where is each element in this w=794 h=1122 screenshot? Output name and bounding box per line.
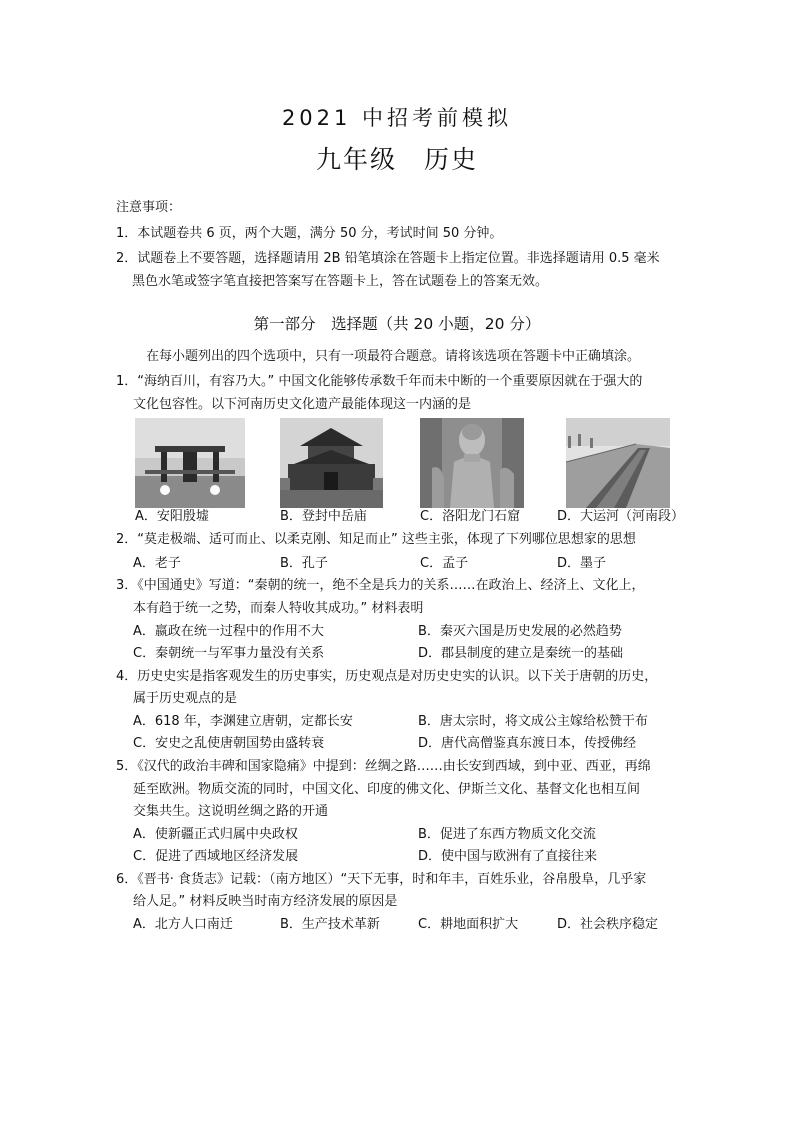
section-title: 第一部分 选择题（共 20 小题，20 分） [253,315,541,333]
q6-stem-line1: 6．《晋书· 食货志》记载：（南方地区）“天下无事，时和年丰，百姓乐业，谷帛殷阜，几乎家 [116,872,647,887]
exam-subtitle: 九年级 历史 [315,145,478,174]
q4-stem-line2: 属于历史观点的是 [133,691,238,706]
q3-option-a: A．嬴政在统一过程中的作用不大 [133,624,324,639]
q1-stem-line2: 文化包容性。以下河南历史文化遗产最能体现这一内涵的是 [133,397,472,412]
q3-option-c: C．秦朝统一与军事力量没有关系 [133,646,325,661]
q1-option-a: A．安阳殷墟 [135,509,209,524]
q4-option-a: A．618 年，李渊建立唐朝，定都长安 [133,714,353,729]
q5-option-a: A．使新疆正式归属中央政权 [133,827,298,842]
q5-option-c: C．促进了西域地区经济发展 [133,849,299,864]
photo-grand-canal-henan [566,418,670,508]
q2-option-a: A．老子 [133,556,181,571]
q1-option-d: D．大运河（河南段） [557,509,685,524]
q5-option-b: B．促进了东西方物质文化交流 [418,827,596,842]
photo-dengfeng-zhongyue-temple [280,418,383,508]
q2-option-d: D．墨子 [557,556,607,571]
q2-option-b: B．孔子 [280,556,328,571]
q6-option-c: C．耕地面积扩大 [418,917,519,932]
q6-stem-line2: 给人足。” 材料反映当时南方经济发展的原因是 [133,894,398,909]
q3-stem-line2: 本有趋于统一之势，而秦人特收其成功。” 材料表明 [133,601,424,616]
q4-option-b: B．唐太宗时，将文成公主嫁给松赞干布 [418,714,648,729]
q5-stem-line2: 延至欧洲。物质交流的同时，中国文化、印度的佛文化、伊斯兰文化、基督文化也相互间 [133,782,641,797]
q4-option-d: D．唐代高僧鉴真东渡日本，传授佛经 [418,736,637,751]
photo-luoyang-longmen-grottoes [420,418,524,508]
q5-stem-line1: 5．《汉代的政治丰碑和国家隐痛》中提到：丝绸之路……由长安到西域，到中亚、西亚，再绵 [116,759,651,774]
q5-stem-line3: 交集共生。这说明丝绸之路的开通 [133,804,329,819]
q3-option-d: D．郡县制度的建立是秦统一的基础 [418,646,624,661]
note-item-2-cont: 黑色水笔或签字笔直接把答案写在答题卡上，答在试题卷上的答案无效。 [132,274,549,289]
q1-stem-line1: 1．“海纳百川，有容乃大。” 中国文化能够传承数千年而未中断的一个重要原因就在于强大的 [116,374,643,389]
q4-option-c: C．安史之乱使唐朝国势由盛转衰 [133,736,325,751]
note-item-2: 2．试题卷上不要答题，选择题请用 2B 铅笔填涂在答题卡上指定位置。非选择题请用 0.5 毫米 [116,251,660,266]
q6-option-b: B．生产技术革新 [280,917,380,932]
q2-stem-line1: 2．“莫走极端、适可而止、以柔克刚、知足而止” 这些主张，体现了下列哪位思想家的思想 [116,532,636,547]
q6-option-d: D．社会秩序稳定 [557,917,659,932]
q1-option-b: B．登封中岳庙 [280,509,367,524]
q6-option-a: A．北方人口南迁 [133,917,233,932]
q3-option-b: B．秦灭六国是历史发展的必然趋势 [418,624,622,639]
q3-stem-line1: 3．《中国通史》写道：“秦朝的统一，绝不全是兵力的关系……在政治上、经济上、文化上， [116,578,645,593]
section-instruction: 在每小题列出的四个选项中，只有一项最符合题意。请将该选项在答题卡中正确填涂。 [146,349,641,364]
note-item-1: 1．本试题卷共 6 页，两个大题，满分 50 分，考试时间 50 分钟。 [116,226,503,241]
photo-anyang-yinxu [135,418,245,508]
q1-option-c: C．洛阳龙门石窟 [420,509,521,524]
notes-heading: 注意事项： [116,200,182,215]
exam-title: 2021 中招考前模拟 [281,106,513,130]
q5-option-d: D．使中国与欧洲有了直接往来 [418,849,598,864]
q2-option-c: C．孟子 [420,556,469,571]
q4-stem-line1: 4．历史史实是指客观发生的历史事实，历史观点是对历史史实的认识。以下关于唐朝的历史， [116,669,658,684]
